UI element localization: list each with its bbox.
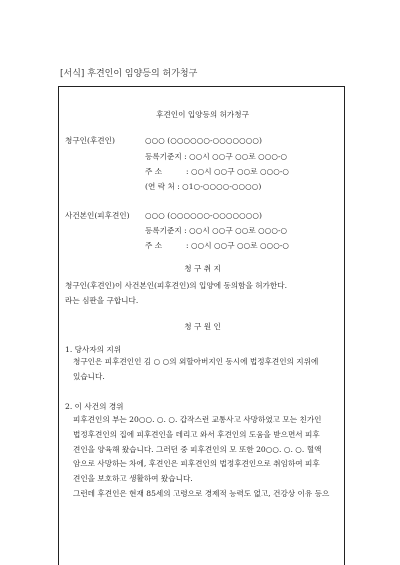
section2-line: 그런데 후견인은 현재 85세의 고령으로 경제적 능력도 없고, 건강상 이유 등으 [73, 488, 330, 498]
principal-address-label: 주 소 [145, 241, 163, 250]
claim-line: 청구인(후견인)이 사건본인(피후견인)의 입양에 동의함을 허가한다. [65, 281, 287, 290]
section2-paragraph [73, 413, 329, 502]
principal-registry: 등록기준지 : ○○시 ○○구 ○○로 ○○○-○ [145, 226, 288, 235]
section1-paragraph [73, 355, 318, 385]
claimant-address: : ○○시 ○○구 ○○로 ○○○-○ [186, 167, 290, 176]
principal-address: : ○○시 ○○구 ○○로 ○○○-○ [186, 241, 290, 250]
section2-line: 법정후견인의 집에 피후견인을 데리고 와서 후견인의 도움을 받으면서 피후 [73, 429, 320, 439]
claimant-name: ○○○ (○○○○○○-○○○○○○○) [145, 136, 262, 145]
section2-heading: 2. 이 사건의 경위 [65, 402, 124, 411]
section2-line: 견인을 양육해 왔습니다. 그러던 중 피후견인의 모 또한 20○○. ○. ○. 혈액 [73, 444, 322, 454]
section1-line: 있습니다. [73, 371, 105, 381]
section2-line: 피후견인의 부는 20○○. ○. ○. 갑작스런 교통사고 사망하였고 모는 친가인 [73, 415, 322, 424]
claimant-phone: (연 락 처 : ○1○-○○○○-○○○○) [145, 182, 262, 191]
principal-name: ○○○ (○○○○○○-○○○○○○○) [145, 211, 262, 220]
section1-heading: 1. 당사자의 지위 [65, 345, 122, 354]
petition-frame [58, 86, 345, 565]
section2-line: 견인을 보호하고 생활하여 왔습니다. [73, 474, 193, 484]
claim-paragraph [65, 279, 287, 309]
section1-line: 청구인은 피후견인인 김 ○ ○의 외할아버지인 동시에 법정후견인의 지위에 [73, 357, 319, 366]
principal-label: 사건본인(피후견인) [65, 211, 130, 220]
claimant-label: 청구인(후견인) [65, 136, 115, 145]
document-title: 후견인이 입양등의 허가청구 [156, 110, 249, 119]
form-label: [서식] 후견인이 임양등의 허가청구 [60, 69, 198, 79]
claim-heading: 청 구 취 지 [184, 264, 221, 273]
claimant-address-label: 주 소 [145, 167, 163, 176]
section2-line: 암으로 사망하는 차에, 후견인은 피후견인의 법정후견인으로 취임하여 피후 [73, 459, 320, 469]
claim-line: 라는 심판을 구합니다. [65, 295, 139, 305]
reason-heading: 청 구 원 인 [184, 322, 221, 331]
claimant-registry: 등록기준지 : ○○시 ○○구 ○○로 ○○○-○ [145, 152, 288, 161]
